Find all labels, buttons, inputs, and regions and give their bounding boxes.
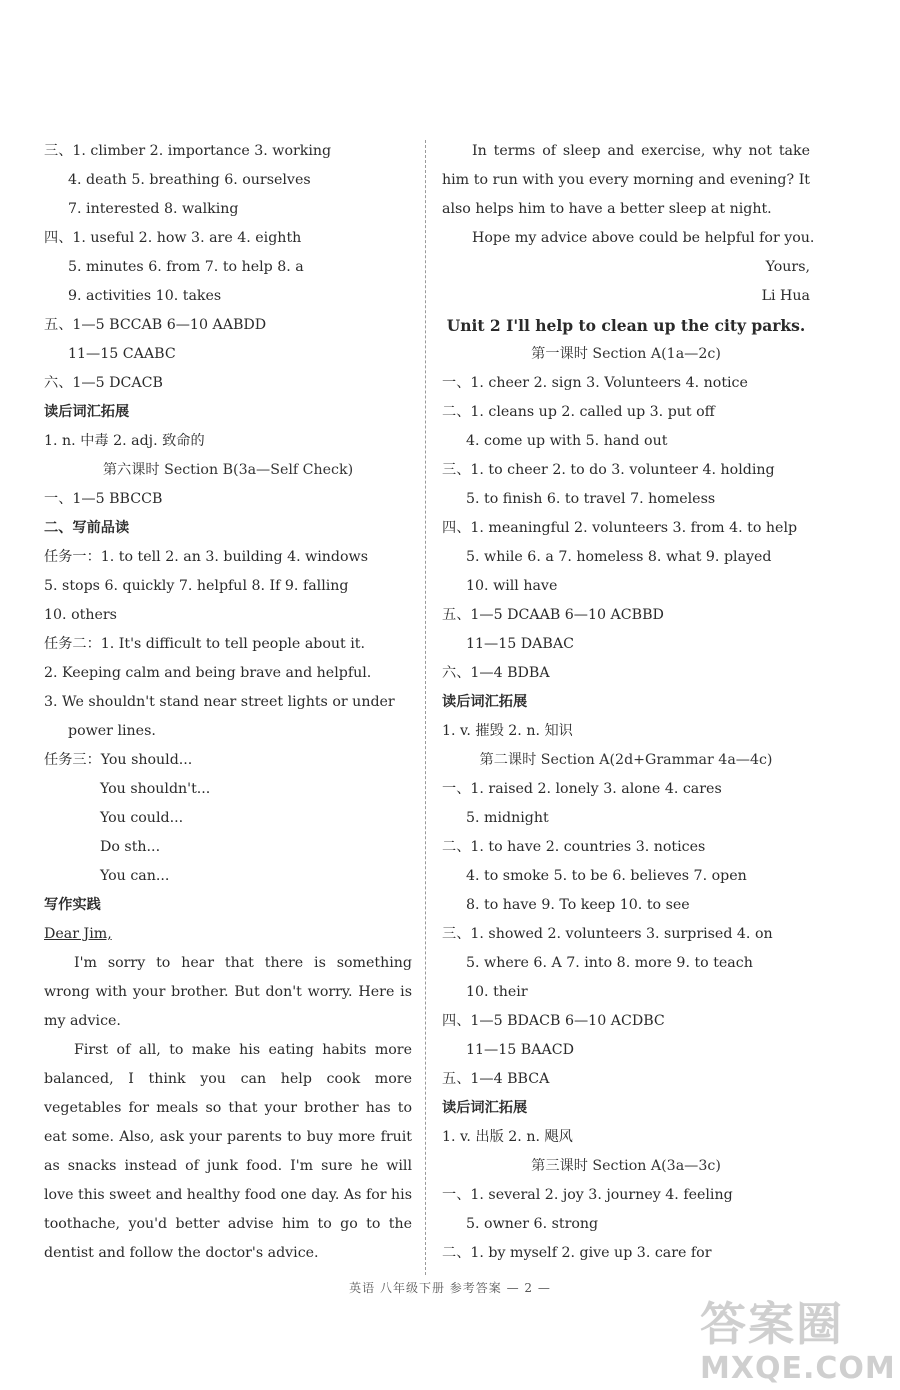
letter-salutation: Dear Jim, — [44, 926, 112, 942]
answer-line: 10. their — [466, 984, 528, 1000]
answer-line: 二、1. by myself 2. give up 3. care for — [442, 1245, 712, 1261]
answer-line: 三、1. showed 2. volunteers 3. surprised 4. on — [442, 926, 773, 942]
answer-line: 5. midnight — [466, 810, 549, 826]
vocab-line: 1. v. 出版 2. n. 飓风 — [442, 1129, 573, 1145]
task3-item: You shouldn't... — [100, 781, 211, 797]
answer-line: 四、1—5 BDACB 6—10 ACDBC — [442, 1013, 665, 1029]
section-heading: 读后词汇拓展 — [442, 1100, 528, 1116]
section-heading: 读后词汇拓展 — [442, 694, 528, 710]
answer-line: 11—15 DABAC — [466, 636, 574, 652]
letter-signature: Li Hua — [761, 288, 810, 304]
letter-paragraph: In terms of sleep and exercise, why not take him to run with you every morning and evening? It also helps him to have a better sleep at night. — [442, 143, 810, 217]
answer-line: power lines. — [68, 723, 156, 739]
letter-paragraph: I'm sorry to hear that there is something wrong with your brother. But don't worry. Here is my advice. — [44, 955, 412, 1029]
answer-line: 2. Keeping calm and being brave and helpful. — [44, 665, 372, 681]
answer-line: 5. stops 6. quickly 7. helpful 8. If 9. falling — [44, 578, 349, 594]
left-column — [44, 137, 412, 1268]
answer-line: 5. where 6. A 7. into 8. more 9. to teach — [466, 955, 753, 971]
answer-line: 9. activities 10. takes — [68, 288, 222, 304]
answer-line: 4. to smoke 5. to be 6. believes 7. open — [466, 868, 747, 884]
vocab-line: 1. n. 中毒 2. adj. 致命的 — [44, 433, 205, 449]
answer-line: 任务二：1. It's difficult to tell people about it. — [44, 636, 366, 652]
answer-line: 五、1—5 DCAAB 6—10 ACBBD — [442, 607, 664, 623]
task3-item: You could... — [100, 810, 184, 826]
task3-item: You can... — [100, 868, 170, 884]
unit-title: Unit 2 I'll help to clean up the city parks. — [446, 316, 806, 335]
answer-line: 3. We shouldn't stand near street lights or under — [44, 694, 395, 710]
answer-line: 二、1. to have 2. countries 3. notices — [442, 839, 706, 855]
answer-line: 五、1—4 BBCA — [442, 1071, 550, 1087]
answer-line: 一、1—5 BBCCB — [44, 491, 163, 507]
answer-line: 一、1. raised 2. lonely 3. alone 4. cares — [442, 781, 722, 797]
answer-line: 5. minutes 6. from 7. to help 8. a — [68, 259, 304, 275]
page-footer: 英语 八年级下册 参考答案 — 2 — — [349, 1281, 551, 1295]
lesson-heading: 第二课时 Section A(2d+Grammar 4a—4c) — [479, 752, 773, 768]
watermark-logo: 答案圈 — [700, 1297, 844, 1351]
answer-line: 六、1—4 BDBA — [442, 665, 550, 681]
answer-line: 11—15 BAACD — [466, 1042, 574, 1058]
task3-item: Do sth... — [100, 839, 161, 855]
answer-line: 10. others — [44, 607, 117, 623]
answer-line: 二、1. cleans up 2. called up 3. put off — [442, 404, 715, 420]
column-divider — [425, 140, 426, 1275]
section-heading: 二、写前品读 — [44, 520, 130, 536]
lesson-heading: 第一课时 Section A(1a—2c) — [531, 346, 721, 362]
watermark — [700, 1296, 895, 1388]
answer-line: 11—15 CAABC — [68, 346, 176, 362]
answer-line: 六、1—5 DCACB — [44, 375, 163, 391]
answer-line: 4. come up with 5. hand out — [466, 433, 668, 449]
answer-line: 7. interested 8. walking — [68, 201, 239, 217]
answer-line: 四、1. meaningful 2. volunteers 3. from 4. to help — [442, 520, 798, 536]
watermark-url: MXQE.COM — [700, 1351, 896, 1386]
answer-line: 三、1. to cheer 2. to do 3. volunteer 4. holding — [442, 462, 775, 478]
lesson-heading: 第三课时 Section A(3a—3c) — [531, 1158, 721, 1174]
section-heading: 写作实践 — [44, 897, 101, 913]
answer-line: 五、1—5 BCCAB 6—10 AABDD — [44, 317, 267, 333]
answer-line: 10. will have — [466, 578, 558, 594]
vocab-line: 1. v. 摧毁 2. n. 知识 — [442, 723, 573, 739]
section-heading: 读后词汇拓展 — [44, 404, 130, 420]
letter-closing: Yours, — [765, 259, 810, 275]
answer-line: 一、1. cheer 2. sign 3. Volunteers 4. notice — [442, 375, 748, 391]
answer-line: 4. death 5. breathing 6. ourselves — [68, 172, 311, 188]
answer-line: 任务三：You should... — [44, 752, 193, 768]
letter-paragraph: First of all, to make his eating habits more balanced, I think you can help cook more vegetables for meals so that your brother has to eat some. Also, ask your parents to buy more fruit as snacks instead of junk food. I'm sure he will love this sweet and healthy food one day. As for his toothache, you'd better advise him to go to the dentist and follow the doctor's advice. — [44, 1042, 412, 1261]
lesson-heading: 第六课时 Section B(3a—Self Check) — [102, 462, 354, 478]
answer-line: 三、1. climber 2. importance 3. working — [44, 143, 332, 159]
answer-line: 5. while 6. a 7. homeless 8. what 9. played — [466, 549, 772, 565]
answer-line: 四、1. useful 2. how 3. are 4. eighth — [44, 230, 302, 246]
answer-line: 一、1. several 2. joy 3. journey 4. feeling — [442, 1187, 733, 1203]
answer-line: 5. to finish 6. to travel 7. homeless — [466, 491, 716, 507]
letter-paragraph: Hope my advice above could be helpful for you. — [472, 230, 815, 246]
answer-line: 5. owner 6. strong — [466, 1216, 599, 1232]
right-column — [442, 137, 815, 1268]
answer-line: 8. to have 9. To keep 10. to see — [466, 897, 690, 913]
answer-line: 任务一：1. to tell 2. an 3. building 4. windows — [44, 549, 368, 565]
